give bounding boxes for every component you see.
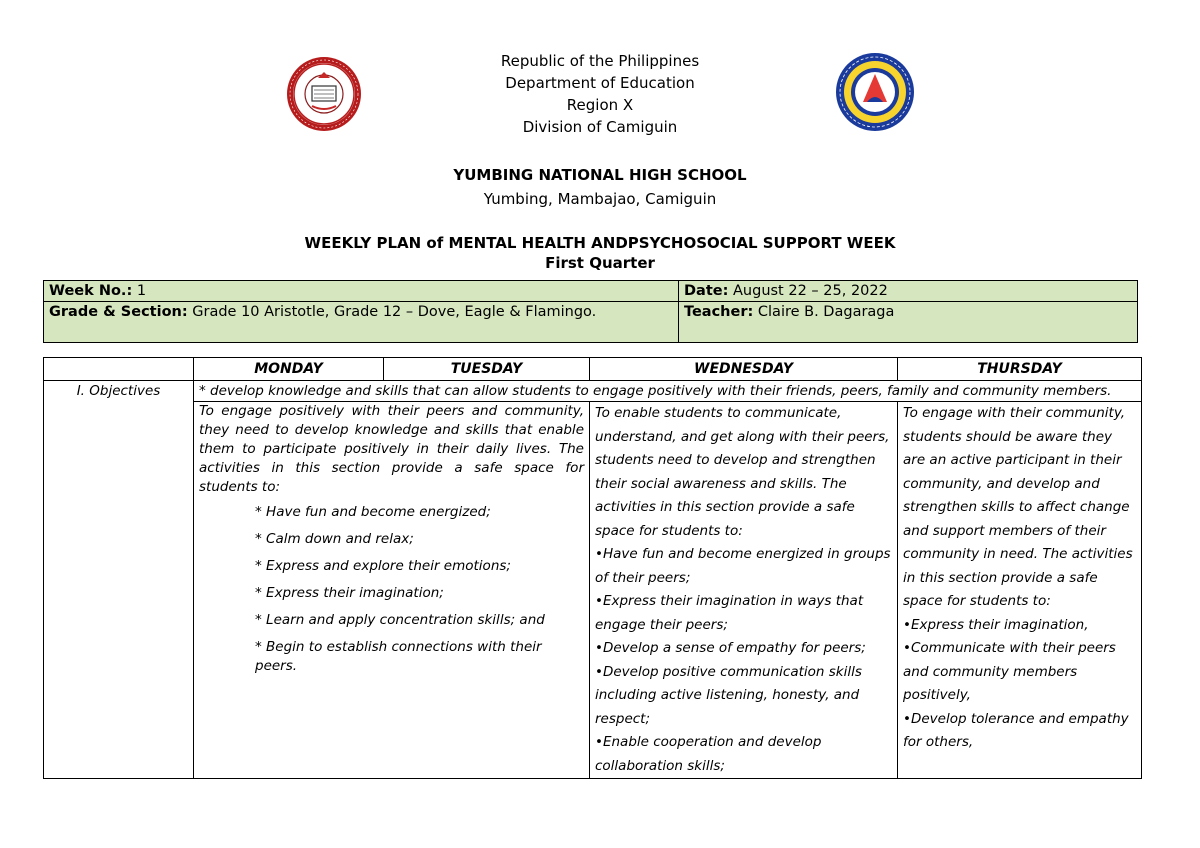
department-line: Department of Education: [505, 74, 695, 92]
day-header-monday: MONDAY: [194, 358, 384, 381]
day-header-thursday: THURSDAY: [898, 358, 1142, 381]
grade-cell: [44, 302, 679, 343]
week-value: 1: [132, 283, 147, 299]
wed-item: To enable students to communicate, understand, and get along with their peers, students need to develop and strengthen their social awareness and skills. The activities in this section provide a safe space for students to:: [595, 405, 890, 539]
teacher-label: Teacher:: [684, 304, 754, 320]
objectives-general: * develop knowledge and skills that can allow students to engage positively with their friends, peers, family and community members.: [194, 381, 1142, 402]
plan-title: WEEKLY PLAN of MENTAL HEALTH ANDPSYCHOSOCIAL SUPPORT WEEK: [304, 234, 896, 252]
date-cell: [679, 281, 1138, 302]
thu-item: •Develop tolerance and empathy for others,: [903, 710, 1129, 750]
mon-tue-bullet: * Learn and apply concentration skills; and: [255, 612, 545, 628]
grade-value: Grade 10 Aristotle, Grade 12 – Dove, Eagle & Flamingo.: [187, 304, 597, 320]
division-line: Division of Camiguin: [522, 118, 678, 136]
empty-header-cell: [44, 358, 194, 381]
monday-tuesday-objectives: [194, 402, 590, 779]
region-line: Region X: [566, 96, 634, 114]
wed-item: •Develop a sense of empathy for peers;: [595, 640, 866, 656]
mon-tue-bullet: * Begin to establish connections with their peers.: [255, 639, 542, 674]
days-header-row: [44, 358, 1142, 381]
grade-label: Grade & Section:: [49, 304, 188, 320]
plan-title-block: [0, 233, 1200, 273]
thu-item: To engage with their community, students should be aware they are an active participant in their community, and develop and strengthen skills to affect change and support members of their community in need. The activities in this section provide a safe space for students to:: [903, 405, 1133, 609]
objectives-label: I. Objectives: [44, 381, 194, 779]
date-label: Date:: [684, 283, 729, 299]
wednesday-objectives: [590, 402, 898, 779]
wed-item: •Enable cooperation and develop collaboration skills;: [595, 734, 822, 774]
wed-item: •Express their imagination in ways that engage their peers;: [595, 593, 864, 633]
teacher-cell: [679, 302, 1138, 343]
thursday-objectives: [898, 402, 1142, 779]
wed-item: •Have fun and become energized in groups of their peers;: [595, 546, 891, 586]
objectives-general-row: [44, 381, 1142, 402]
mon-tue-bullet: * Express their imagination;: [255, 585, 444, 601]
day-header-tuesday: TUESDAY: [384, 358, 590, 381]
republic-line: Republic of the Philippines: [500, 52, 700, 70]
week-label: Week No.:: [49, 283, 133, 299]
school-address: Yumbing, Mambajao, Camiguin: [483, 190, 717, 208]
mon-tue-bullet: * Calm down and relax;: [255, 531, 414, 547]
day-header-wednesday: WEDNESDAY: [590, 358, 898, 381]
date-value: August 22 – 25, 2022: [728, 283, 888, 299]
wed-item: •Develop positive communication skills including active listening, honesty, and respect;: [595, 663, 862, 727]
mon-tue-bullet: * Have fun and become energized;: [255, 504, 491, 520]
mon-tue-intro: To engage positively with their peers and community, they need to develop knowledge and skills that enable them to participate positively in their daily lives. The activities in this section provide a safe space for students to:: [199, 403, 584, 495]
week-cell: [44, 281, 679, 302]
thu-item: •Express their imagination,: [903, 616, 1089, 633]
school-block: [0, 163, 1200, 211]
school-name: YUMBING NATIONAL HIGH SCHOOL: [453, 166, 747, 184]
letterhead: [0, 50, 1200, 138]
thu-item: •Communicate with their peers and community members positively,: [903, 640, 1116, 703]
plan-quarter: First Quarter: [545, 254, 655, 272]
mon-tue-bullet: * Express and explore their emotions;: [255, 558, 511, 574]
teacher-value: Claire B. Dagaraga: [753, 304, 895, 320]
objectives-detail-row: [44, 402, 1142, 779]
weekly-plan-table: [43, 357, 1142, 779]
info-table: [43, 280, 1138, 343]
